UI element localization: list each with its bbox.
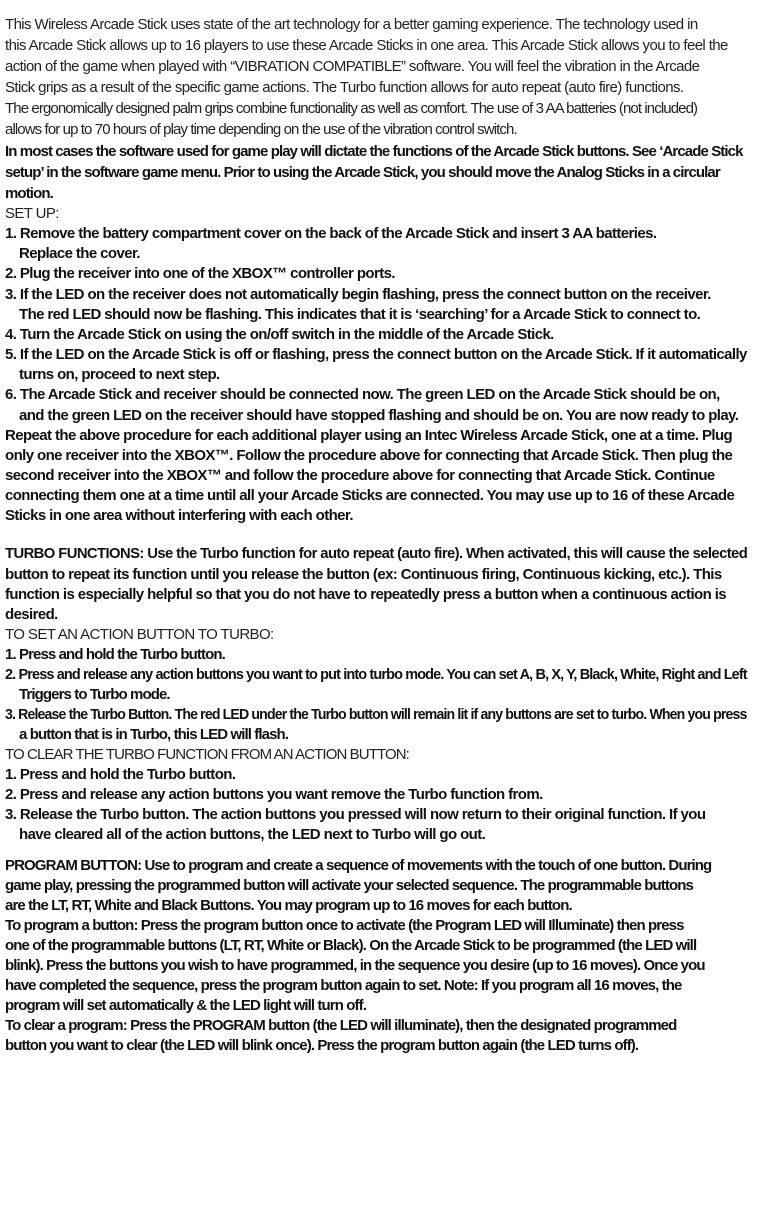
turbo-set-heading: TO SET AN ACTION BUTTON TO TURBO: (5, 626, 274, 643)
program-line: game play, pressing the programmed button will activate your selected sequence. The programmable buttons (5, 877, 693, 894)
setup-repeat-line: Sticks in one area without interfering with each other. (5, 507, 353, 524)
setup-repeat-line: connecting them one at a time until all your Arcade Sticks are connected. You may use up to 16 of these Arcade (5, 487, 735, 504)
setup-step: 4. Turn the Arcade Stick on using the on/off switch in the middle of the Arcade Stick. (5, 326, 554, 343)
note-line: motion. (5, 185, 53, 202)
setup-step: 6. The Arcade Stick and receiver should be connected now. The green LED on the Arcade Stick should be on, (5, 386, 720, 403)
turbo-set-step-cont: a button that is in Turbo, this LED will flash. (19, 726, 289, 743)
setup-step: 2. Plug the receiver into one of the XBOX™ controller ports. (5, 265, 395, 282)
intro-line: Stick grips as a result of the specific game actions. The Turbo function allows for auto repeat (auto fire) functions. (5, 79, 684, 96)
setup-step-cont: turns on, proceed to next step. (19, 366, 220, 383)
setup-repeat-line: only one receiver into the XBOX™. Follow the procedure above for connecting that Arcade Stick. Then plug the (5, 447, 733, 464)
program-line: program will set automatically & the LED light will turn off. (5, 997, 366, 1014)
program-line: To program a button: Press the program button once to activate (the Program LED will Illuminate) then press (5, 917, 684, 934)
setup-step-cont: The red LED should now be flashing. This indicates that it is ‘searching’ for a Arcade Stick to connect to. (19, 306, 701, 323)
program-line: blink). Press the buttons you wish to have programmed, in the sequence you desire (up to 16 moves). Once you (5, 957, 705, 974)
intro-line: The ergonomically designed palm grips combine functionality as well as comfort. The use of 3 AA batteries (not included) (5, 100, 698, 117)
setup-step: 1. Remove the battery compartment cover on the back of the Arcade Stick and insert 3 AA batteries. (5, 225, 657, 242)
turbo-clear-heading: TO CLEAR THE TURBO FUNCTION FROM AN ACTION BUTTON: (5, 746, 409, 763)
intro-line: this Arcade Stick allows up to 16 players to use these Arcade Sticks in one area. This Arcade Stick allows you to feel the (5, 37, 728, 54)
setup-step-cont: Replace the cover. (19, 245, 140, 262)
intro-line: allows for up to 70 hours of play time depending on the use of the vibration control switch. (5, 121, 517, 138)
note-line: In most cases the software used for game play will dictate the functions of the Arcade Stick buttons. See ‘Arcade Stick (5, 143, 743, 160)
turbo-clear-step: 3. Release the Turbo button. The action buttons you pressed will now return to their original function. If you (5, 806, 706, 823)
turbo-set-step-cont: Triggers to Turbo mode. (19, 686, 170, 703)
intro-line: action of the game when played with “VIBRATION COMPATIBLE” software. You will feel the vibration in the Arcade (5, 58, 700, 75)
setup-repeat-line: second receiver into the XBOX™ and follow the procedure above for connecting that Arcade Stick. Continue (5, 467, 715, 484)
turbo-set-step: 1. Press and hold the Turbo button. (5, 646, 225, 663)
turbo-line: function is especially helpful so that you do not have to repeatedly press a button when a continuous action is (5, 586, 727, 603)
turbo-set-step: 2. Press and release any action buttons you want to put into turbo mode. You can set A, B, X, Y, Black, White, Right and Left (5, 666, 747, 683)
intro-line: This Wireless Arcade Stick uses state of the art technology for a better gaming experience. The technology used in (5, 16, 698, 33)
program-line: To clear a program: Press the PROGRAM button (the LED will illuminate), then the designated programmed (5, 1017, 677, 1034)
setup-heading: SET UP: (5, 205, 59, 222)
turbo-clear-step: 1. Press and hold the Turbo button. (5, 766, 236, 783)
turbo-line: button to repeat its function until you release the button (ex: Continuous firing, Continuous kicking, etc.). This (5, 566, 722, 583)
turbo-clear-step-cont: have cleared all of the action buttons, the LED next to Turbo will go out. (19, 826, 486, 843)
note-line: setup’ in the software game menu. Prior to using the Arcade Stick, you should move the Analog Sticks in a circular (5, 164, 720, 181)
turbo-line: TURBO FUNCTIONS: Use the Turbo function for auto repeat (auto fire). When activated, this will cause the selected (5, 545, 748, 562)
program-line: PROGRAM BUTTON: Use to program and create a sequence of movements with the touch of one button. During (5, 857, 712, 874)
program-line: are the LT, RT, White and Black Buttons. You may program up to 16 moves for each button. (5, 897, 572, 914)
setup-step-cont: and the green LED on the receiver should have stopped flashing and should be on. You are now ready to play. (19, 407, 739, 424)
setup-step: 5. If the LED on the Arcade Stick is off or flashing, press the connect button on the Arcade Stick. If it automatically (5, 346, 747, 363)
setup-step: 3. If the LED on the receiver does not automatically begin flashing, press the connect button on the receiver. (5, 286, 711, 303)
program-line: one of the programmable buttons (LT, RT, White or Black). On the Arcade Stick to be programmed (the LED will (5, 937, 697, 954)
turbo-set-step: 3. Release the Turbo Button. The red LED under the Turbo button will remain lit if any buttons are set to turbo. When you press (5, 706, 747, 723)
program-line: button you want to clear (the LED will blink once). Press the program button again (the LED turns off). (5, 1037, 639, 1054)
program-line: have completed the sequence, press the program button again to set. Note: If you program all 16 moves, the (5, 977, 682, 994)
turbo-line: desired. (5, 606, 58, 623)
setup-repeat-line: Repeat the above procedure for each additional player using an Intec Wireless Arcade Stick, one at a time. Plug (5, 427, 733, 444)
turbo-clear-step: 2. Press and release any action buttons you want remove the Turbo function from. (5, 786, 543, 803)
